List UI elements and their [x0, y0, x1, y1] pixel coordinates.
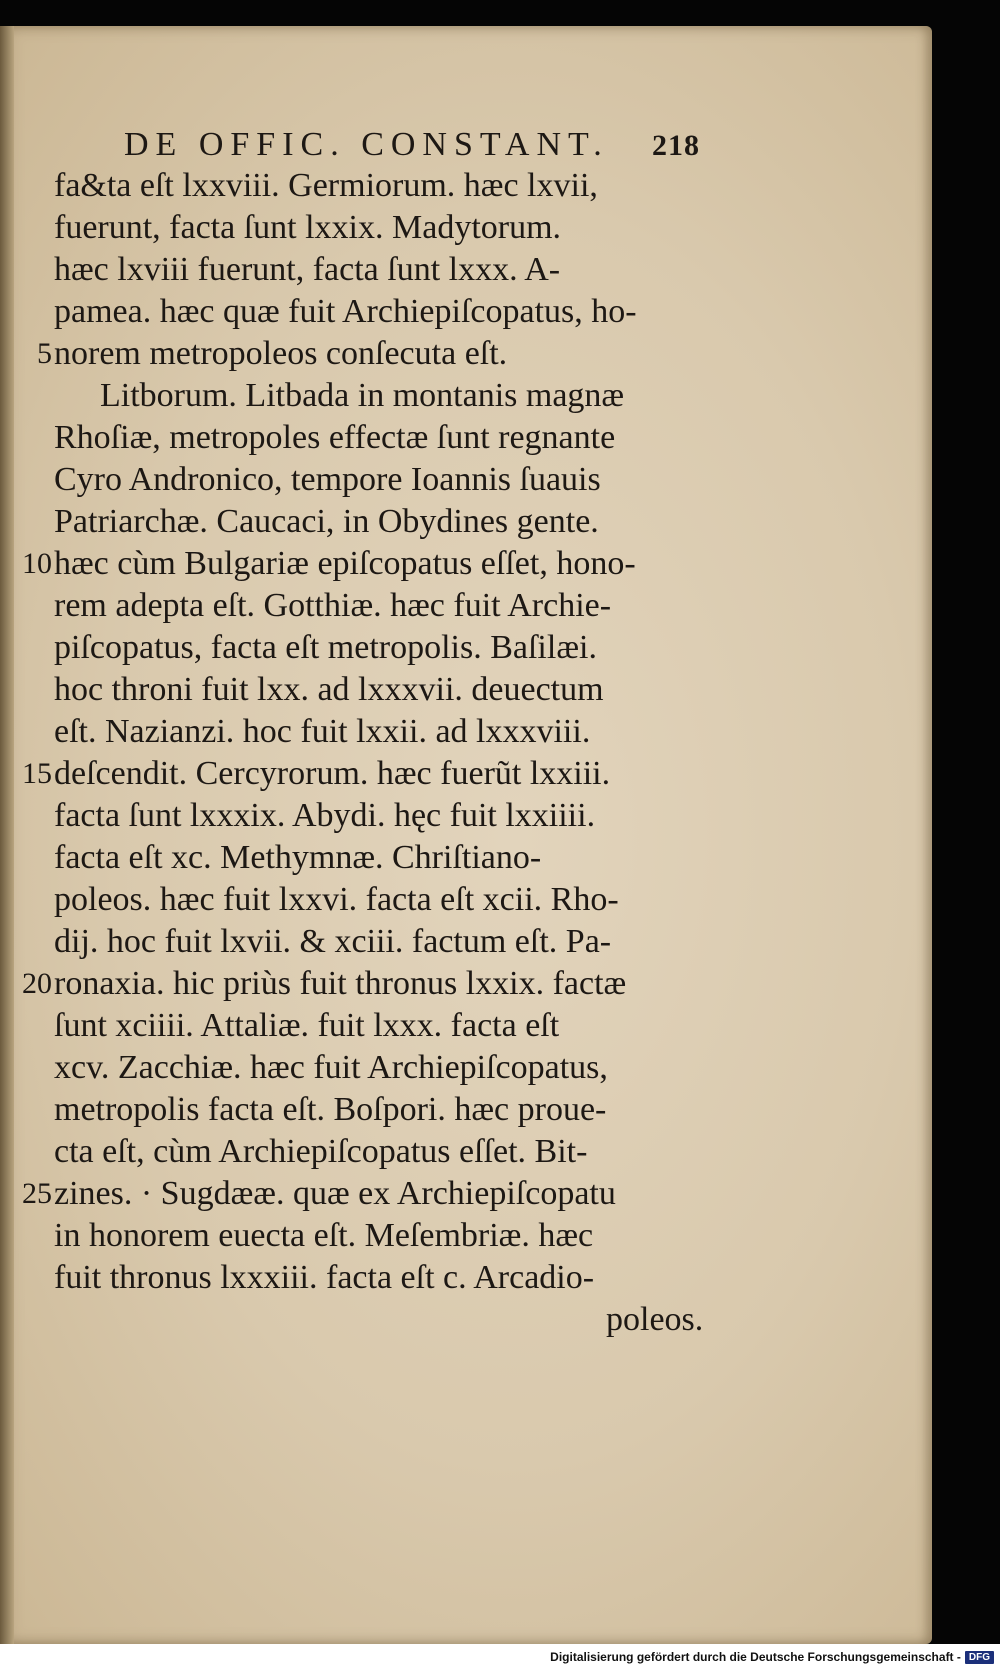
line-number: 10	[22, 547, 52, 580]
text-line: facta eſt xc. Methymnæ. Chriſtiano-	[54, 839, 542, 876]
line-number: 20	[22, 967, 52, 1000]
text-line: Patriarchæ. Caucaci, in Obydines gente.	[54, 503, 599, 540]
text-line: fuit thronus lxxxiii. facta eſt c. Arcadio-	[54, 1259, 595, 1296]
text-line: fuerunt, facta ſunt lxxix. Madytorum.	[54, 209, 562, 246]
catchword: poleos.	[606, 1301, 704, 1338]
text-line: facta ſunt lxxxix. Abydi. hęc fuit lxxiiii.	[54, 797, 596, 834]
text-line: zines. · Sugdææ. quæ ex Archiepiſcopatu	[54, 1175, 616, 1212]
text-line: eſt. Nazianzi. hoc fuit lxxii. ad lxxxviii.	[54, 713, 591, 750]
footer-credit: Digitalisierung gefördert durch die Deutsche Forschungsgemeinschaft -	[550, 1650, 961, 1664]
text-line: pamea. hæc quæ fuit Archiepiſcopatus, ho-	[54, 293, 637, 330]
line-number: 15	[22, 757, 52, 790]
text-line: dij. hoc fuit lxvii. & xciii. factum eſt. Pa-	[54, 923, 612, 960]
text-line: deſcendit. Cercyrorum. hæc fuerũt lxxiii.	[54, 755, 611, 792]
line-number: 25	[22, 1177, 52, 1210]
dfg-logo-icon: DFG	[965, 1651, 994, 1664]
text-line: cta eſt, cùm Archiepiſcopatus eſſet. Bit-	[54, 1133, 588, 1170]
running-title: DE OFFIC. CONSTANT.	[124, 126, 609, 163]
text-line: Cyro Andronico, tempore Ioannis ſuauis	[54, 461, 601, 498]
text-line: ronaxia. hic priùs fuit thronus lxxix. factæ	[54, 965, 627, 1002]
text-line: metropolis facta eſt. Boſpori. hæc proue-	[54, 1091, 607, 1128]
digitization-footer	[0, 1644, 1000, 1670]
text-line: poleos. hæc fuit lxxvi. facta eſt xcii. Rho-	[54, 881, 619, 918]
text-line: hæc lxviii fuerunt, facta ſunt lxxx. A-	[54, 251, 561, 288]
text-line: fa&ta eſt lxxviii. Germiorum. hæc lxvii,	[54, 167, 598, 204]
text-line: Litborum. Litbada in montanis magnæ	[100, 377, 625, 414]
text-line: hoc throni fuit lxx. ad lxxxvii. deuectum	[54, 671, 604, 708]
text-line: xcv. Zacchiæ. hæc fuit Archiepiſcopatus,	[54, 1049, 608, 1086]
line-number: 5	[37, 337, 52, 370]
text-line: hæc cùm Bulgariæ epiſcopatus eſſet, hono-	[54, 545, 636, 582]
text-line: ſunt xciiii. Attaliæ. fuit lxxx. facta eſt	[54, 1007, 560, 1044]
text-line: rem adepta eſt. Gotthiæ. hæc fuit Archie-	[54, 587, 612, 624]
page-number: 218	[652, 129, 700, 162]
text-line: Rhoſiæ, metropoles effectæ ſunt regnante	[54, 419, 616, 456]
text-line: norem metropoleos conſecuta eſt.	[54, 335, 508, 372]
text-line: piſcopatus, facta eſt metropolis. Baſilæi.	[54, 629, 597, 666]
text-line: in honorem euecta eſt. Meſembriæ. hæc	[54, 1217, 594, 1254]
